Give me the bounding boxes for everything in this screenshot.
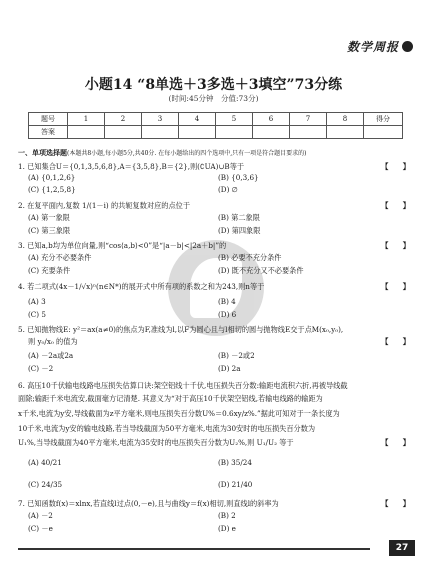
page-subtitle: (时间:45分钟 分值:73分)	[168, 94, 259, 103]
option-c: (C) －2	[28, 364, 54, 373]
option-c: (C) 24/35	[28, 480, 63, 489]
answer-cell: 7	[290, 113, 327, 126]
answer-blank	[253, 126, 290, 139]
question-stem: 1. 已知集合U＝{0,1,3,5,6,8},A＝{3,5,8},B＝{2},则(∁UA)∪B等于	[18, 162, 245, 171]
option-b: (B) 4	[218, 297, 236, 306]
question-stem: 6. 高压10千伏输电线路电压损失估算口诀:架空铝线十千伏,电压损失百分数:输距电流积六折,再被导线截	[18, 381, 348, 390]
option-c: (C) 5	[28, 310, 46, 319]
option-b: (B) 必要不充分条件	[218, 253, 282, 262]
question-stem-cont: 10千米,电流为y安的输电线路,若当导线截面为50平方毫米,电流为30安时的电压损失百分数为	[18, 424, 316, 433]
option-d: (D) 6	[218, 310, 237, 319]
answer-blank	[364, 126, 403, 139]
answer-blank	[105, 126, 142, 139]
question-6-line3	[18, 408, 410, 419]
question-3	[18, 240, 410, 251]
question-stem: 2. 在复平面内,复数 1/(1－i) 的共轭复数对应的点位于	[18, 201, 191, 210]
question-7	[18, 498, 410, 509]
option-b: (B) 35/24	[218, 458, 252, 467]
question-6-line2	[18, 393, 410, 404]
answer-cell: 2	[105, 113, 142, 126]
answer-bracket: 【 】	[381, 201, 410, 210]
answer-bracket: 【 】	[381, 162, 410, 171]
option-a: (A) 第一象限	[28, 213, 70, 222]
answer-cell: 4	[179, 113, 216, 126]
question-1	[18, 161, 410, 172]
answer-cell: 得分	[364, 113, 403, 126]
section-note: (本题共8小题,每小题5分,共40分. 在每小题给出的四个选项中,只有一项是符合题目要求的)	[67, 150, 307, 157]
question-5-cont	[18, 336, 410, 347]
answer-bracket: 【 】	[381, 241, 410, 250]
answer-cell: 6	[253, 113, 290, 126]
question-2	[18, 200, 410, 211]
section-title: 一、单项选择题	[18, 148, 67, 157]
option-a: (A) 40/21	[28, 458, 62, 467]
question-6	[18, 380, 410, 391]
answer-table-header-row	[29, 113, 403, 126]
question-6-line4	[18, 423, 410, 434]
answer-table-answer-row	[29, 126, 403, 139]
option-c: (C) 充要条件	[28, 266, 71, 275]
question-stem: 5. 已知抛物线E: y²＝ax(a≠0)的焦点为F,准线为l,以F为圆心且与l相切的圆与抛物线E交于点M(x₀,y₀),	[18, 325, 344, 334]
question-stem-cont: U₁%,当导线截面为40平方毫米,电流为35安时的电压损失百分数为U₂%,则 U₁/U₂ 等于	[18, 438, 294, 447]
question-6-line5	[18, 437, 410, 448]
answer-blank	[142, 126, 179, 139]
option-c: (C) 第三象限	[28, 226, 71, 235]
answer-cell: 3	[142, 113, 179, 126]
question-stem-cont: 则 y₀/x₀ 的值为	[28, 337, 78, 346]
page-number: 27	[389, 540, 415, 556]
section-heading	[18, 148, 413, 158]
option-a: (A) {0,1,2,6}	[28, 173, 76, 182]
answer-cell: 5	[216, 113, 253, 126]
option-c: (C) －e	[28, 524, 53, 533]
answer-table	[28, 112, 403, 139]
answer-blank	[327, 126, 364, 139]
question-5	[18, 324, 410, 335]
answer-blank	[179, 126, 216, 139]
answer-bracket: 【 】	[381, 337, 410, 346]
answer-bracket: 【 】	[381, 438, 410, 447]
option-d: (D) 2a	[218, 364, 241, 373]
option-d: (D) ∅	[218, 185, 238, 194]
option-d: (D) 第四象限	[218, 226, 261, 235]
answer-row-label: 答案	[29, 126, 68, 139]
brand-icon	[402, 41, 413, 52]
question-stem: 4. 若二项式(4x－1/√x)ⁿ(n∈N*)的展开式中所有项的系数之和为243,则n等于	[18, 282, 265, 291]
option-d: (D) 既不充分又不必要条件	[218, 266, 304, 275]
answer-bracket: 【 】	[381, 282, 410, 291]
question-stem-cont: x千米,电流为y安,导线截面为z平方毫米,则电压损失百分数U%＝0.6xy/z%.”据此可知对于一条长度为	[18, 409, 340, 418]
option-a: (A) 3	[28, 297, 46, 306]
brand-text: 数学周报	[346, 40, 399, 54]
option-b: (B) －2或2	[218, 351, 255, 360]
question-stem-cont: 面除;输距千米电流安,截面毫方记清楚. 其意义为“对于高压10千伏架空铝线,若输电线路的输距为	[18, 394, 323, 403]
question-stem: 7. 已知函数f(x)＝xlnx,若直线l过点(0,－e),且与曲线y＝f(x)相切,则直线l的斜率为	[18, 499, 279, 508]
option-b: (B) 第二象限	[218, 213, 260, 222]
option-b: (B) 2	[218, 511, 236, 520]
answer-cell: 1	[68, 113, 105, 126]
question-4	[18, 281, 410, 292]
answer-blank	[216, 126, 253, 139]
footer-rule	[18, 548, 370, 550]
option-c: (C) {1,2,5,8}	[28, 185, 76, 194]
answer-cell: 题号	[29, 113, 68, 126]
option-d: (D) e	[218, 524, 236, 533]
page-title: 小题14 “8单选＋3多选＋3填空”73分练	[84, 77, 343, 93]
option-a: (A) 充分不必要条件	[28, 253, 92, 262]
answer-blank	[68, 126, 105, 139]
brand-logo	[347, 38, 413, 55]
answer-cell: 8	[327, 113, 364, 126]
option-b: (B) {0,3,6}	[218, 173, 259, 182]
option-d: (D) 21/40	[218, 480, 253, 489]
answer-blank	[290, 126, 327, 139]
question-stem: 3. 已知a,b均为单位向量,则“cos⟨a,b⟩<0”是“|a－b|<|2a＋b|”的	[18, 241, 227, 250]
answer-bracket: 【 】	[381, 499, 410, 508]
option-a: (A) －2	[28, 511, 53, 520]
option-a: (A) －2a或2a	[28, 351, 74, 360]
